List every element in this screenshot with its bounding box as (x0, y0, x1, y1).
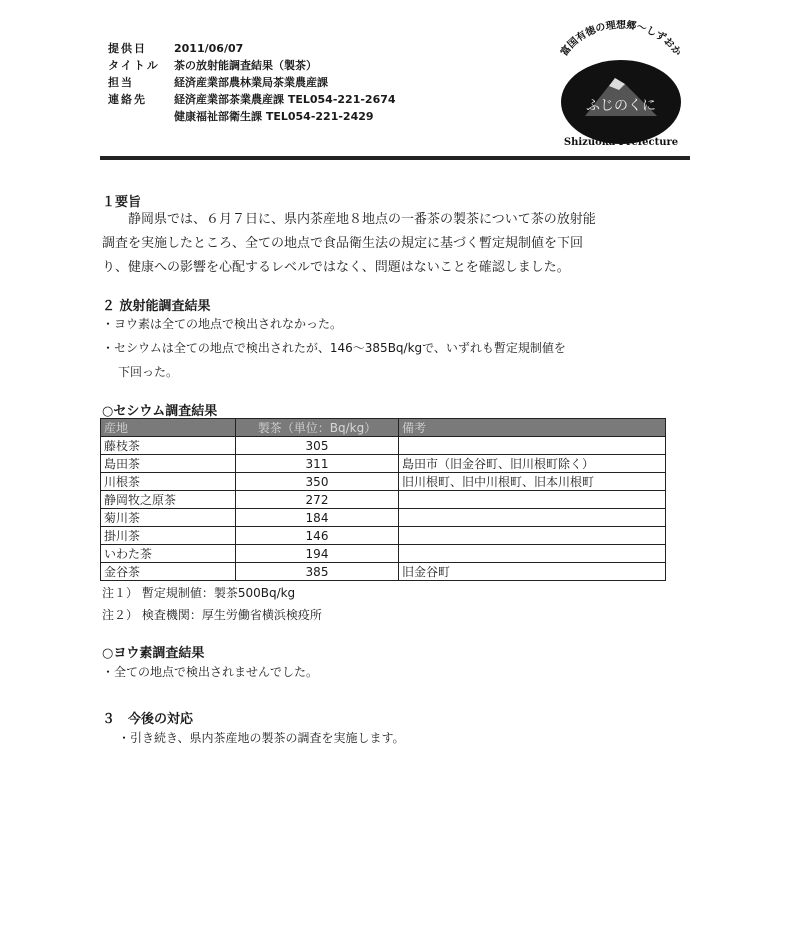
cell-origin: いわた茶 (101, 545, 236, 563)
cell-note (399, 527, 666, 545)
meta-contact-extra: 健康福祉部衛生課 TEL054-221-2429 (174, 110, 374, 123)
section1-line: 静岡県では、６月７日に、県内茶産地８地点の一番茶の製茶について茶の放射能 (128, 212, 596, 227)
cell-value: 194 (236, 545, 399, 563)
meta-value: 茶の放射能調査結果（製茶） (174, 59, 317, 72)
cell-note (399, 437, 666, 455)
cell-value: 184 (236, 509, 399, 527)
header-meta (108, 40, 396, 125)
cell-origin: 菊川茶 (101, 509, 236, 527)
svg-text:富国有徳の理想郷〜しずおか (557, 20, 683, 58)
col-value: 製茶（単位：Bq/kg） (236, 419, 399, 437)
section3-line: ・引き続き、県内茶産地の製茶の調査を実施します。 (118, 731, 405, 745)
table-row (101, 527, 666, 545)
note-1: 注１） 暫定規制値：製茶500Bq/kg (102, 586, 296, 600)
section1-line: 調査を実施したところ、全ての地点で食品衛生法の規定に基づく暫定規制値を下回 (102, 236, 584, 251)
logo-prefecture: Shizuoka Prefecture (563, 137, 679, 148)
table-header-row (101, 419, 666, 437)
cell-origin: 島田茶 (101, 455, 236, 473)
section2-bullet: ・ヨウ素は全ての地点で検出されなかった。 (102, 317, 343, 331)
meta-row-title (108, 57, 396, 74)
meta-key: 提供日 (108, 42, 147, 55)
table-notes (102, 582, 322, 626)
col-note: 備考 (399, 419, 666, 437)
shizuoka-logo (545, 20, 695, 155)
section2-heading: ２ 放射能調査結果 (102, 299, 211, 314)
logo-tagline: 富国有徳の理想郷〜しずおか (558, 20, 684, 59)
cell-value: 311 (236, 455, 399, 473)
logo-name: ふじのくに (586, 98, 656, 114)
meta-row-date (108, 40, 396, 57)
cell-note: 旧川根町、旧中川根町、旧本川根町 (399, 473, 666, 491)
section3-heading: ３ 今後の対応 (102, 712, 194, 727)
iodine-heading: ○ヨウ素調査結果 (102, 646, 205, 661)
section1-line: り、健康への影響を心配するレベルではなく、問題はないことを確認しました。 (102, 260, 570, 275)
cell-note: 旧金谷町 (399, 563, 666, 581)
table-row (101, 473, 666, 491)
meta-key: 連絡先 (108, 93, 147, 106)
cell-origin: 金谷茶 (101, 563, 236, 581)
cell-origin: 静岡牧之原茶 (101, 491, 236, 509)
section2-bullet-cont: 下回った。 (118, 365, 179, 379)
meta-key: 担当 (108, 76, 134, 89)
iodine-line: ・全ての地点で検出されませんでした。 (102, 665, 319, 679)
cesium-heading: ○セシウム調査結果 (102, 404, 218, 419)
meta-value: 経済産業部農林業局茶業農産課 (174, 76, 328, 89)
col-origin: 産地 (101, 419, 236, 437)
section2-bullet: ・セシウムは全ての地点で検出されたが、146〜385Bq/kgで、いずれも暫定規制値を (102, 341, 566, 355)
meta-row-owner (108, 74, 396, 91)
cell-note (399, 509, 666, 527)
meta-value: 経済産業部茶業農産課 TEL054-221-2674 (174, 93, 396, 106)
cell-origin: 掛川茶 (101, 527, 236, 545)
cell-value: 272 (236, 491, 399, 509)
cell-origin: 藤枝茶 (101, 437, 236, 455)
note-2: 注２） 検査機関：厚生労働省横浜検疫所 (102, 608, 322, 622)
table-row (101, 545, 666, 563)
meta-key: タイトル (108, 59, 160, 72)
cell-note (399, 491, 666, 509)
cell-note: 島田市（旧金谷町、旧川根町除く） (399, 455, 666, 473)
cell-value: 146 (236, 527, 399, 545)
cell-origin: 川根茶 (101, 473, 236, 491)
meta-row-contact (108, 91, 396, 108)
table-row (101, 437, 666, 455)
section1-body (102, 208, 596, 280)
table-row (101, 509, 666, 527)
cell-value: 350 (236, 473, 399, 491)
cell-note (399, 545, 666, 563)
table-row (101, 455, 666, 473)
section2-body (102, 312, 566, 384)
section1-heading: １要旨 (102, 195, 142, 210)
meta-value: 2011/06/07 (174, 42, 244, 55)
cesium-table (100, 418, 666, 581)
header-divider (100, 156, 690, 160)
cell-value: 305 (236, 437, 399, 455)
cell-value: 385 (236, 563, 399, 581)
table-row (101, 563, 666, 581)
table-row (101, 491, 666, 509)
